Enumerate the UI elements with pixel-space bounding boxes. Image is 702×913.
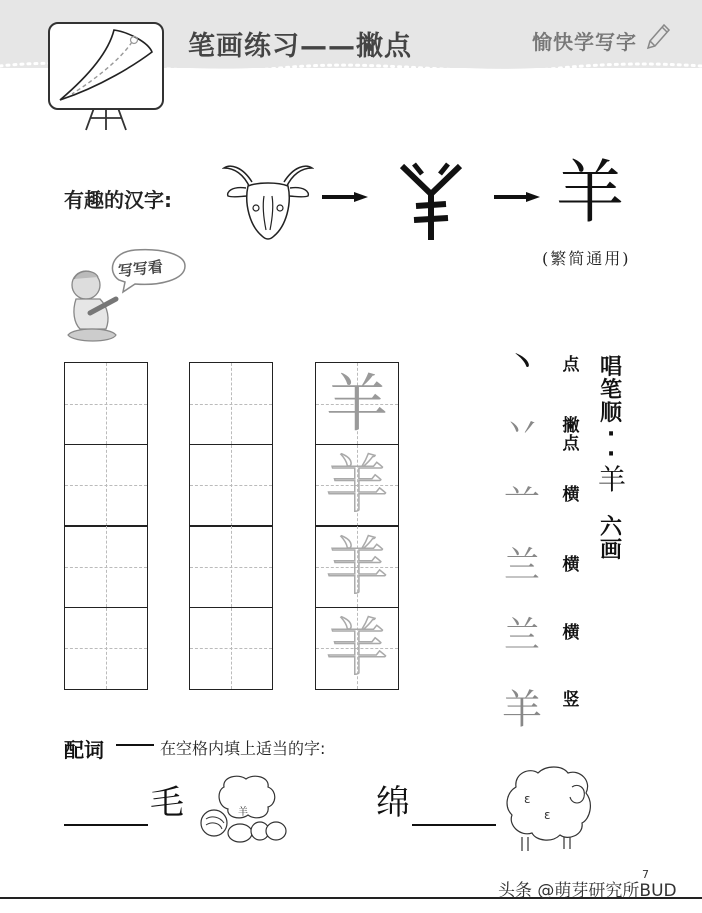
model-column (315, 362, 399, 690)
word-char-mao: 毛 (150, 783, 184, 823)
trace-character: 羊 (325, 529, 388, 603)
stroke-logo (48, 22, 164, 110)
page-title: 笔画练习——撇点 (188, 31, 412, 62)
practice-cell[interactable] (64, 525, 148, 608)
arrow-right-icon (322, 192, 368, 202)
stroke-step-name: 横 (562, 623, 580, 643)
svg-text:ε: ε (524, 792, 531, 806)
speech-bubble-text: 写写看 (117, 257, 164, 281)
brand-label: 愉快学写字 (532, 30, 637, 54)
page-number: 7 (642, 868, 649, 881)
pie-dian-stroke-icon (50, 24, 162, 108)
practice-cell[interactable] (64, 444, 148, 527)
practice-cell[interactable] (189, 444, 273, 527)
fun-character-label: 有趣的汉字: (64, 188, 172, 212)
sheep-illustration (502, 763, 594, 855)
stroke-step-name: 撇点 (562, 416, 580, 454)
practice-column-2 (189, 362, 273, 690)
child-writing-illustration (60, 265, 124, 345)
practice-column-1 (64, 362, 148, 690)
model-cell (315, 362, 399, 445)
yarn-wool-illustration (198, 773, 288, 845)
dash-divider (116, 744, 154, 746)
easel-icon (76, 108, 136, 132)
answer-blank-2[interactable] (412, 824, 496, 826)
stroke-step-name: 横 (562, 485, 580, 505)
svg-text:羊: 羊 (238, 807, 248, 818)
model-character: 羊 (325, 366, 388, 440)
practice-cell[interactable] (189, 607, 273, 690)
word-match-title: 配词 (64, 738, 104, 762)
traditional-simplified-note: (繁简通用) (542, 249, 631, 268)
goat-drawing-icon (222, 160, 314, 244)
stroke-step-glyph: 兰 (503, 615, 540, 656)
practice-cell[interactable] (189, 362, 273, 445)
stroke-step-glyph: 丷 (503, 409, 540, 450)
word-char-mian: 绵 (376, 783, 410, 823)
answer-blank-1[interactable] (64, 824, 148, 826)
word-match-instruction: 在空格内填上适当的字: (160, 739, 326, 758)
pencil-icon (644, 22, 672, 52)
trace-cell[interactable] (315, 525, 399, 608)
stroke-step-glyph: 䒑 (503, 475, 540, 516)
svg-text:ε: ε (544, 808, 551, 822)
stroke-step-name: 点 (562, 355, 580, 375)
stroke-step-glyph: 兰 (503, 545, 540, 586)
stroke-step-glyph: 丶 (503, 343, 540, 384)
practice-cell[interactable] (189, 525, 273, 608)
trace-character: 羊 (325, 611, 388, 684)
practice-cell[interactable] (64, 607, 148, 690)
stroke-chant: 唱 笔 顺 · · 羊 六 画 (598, 355, 627, 564)
stroke-step-name: 竖 (562, 690, 580, 710)
oracle-bone-yang-icon (396, 160, 466, 242)
trace-cell[interactable] (315, 444, 399, 527)
stroke-step-glyph: 羊 (502, 687, 542, 733)
watermark: 头条 @萌芽研究所BUD (498, 881, 677, 901)
stroke-step-name: 横 (562, 555, 580, 575)
arrow-right-icon (494, 192, 540, 202)
practice-cell[interactable] (64, 362, 148, 445)
trace-character: 羊 (325, 448, 388, 521)
trace-cell[interactable] (315, 607, 399, 690)
modern-character: 羊 (556, 154, 625, 233)
